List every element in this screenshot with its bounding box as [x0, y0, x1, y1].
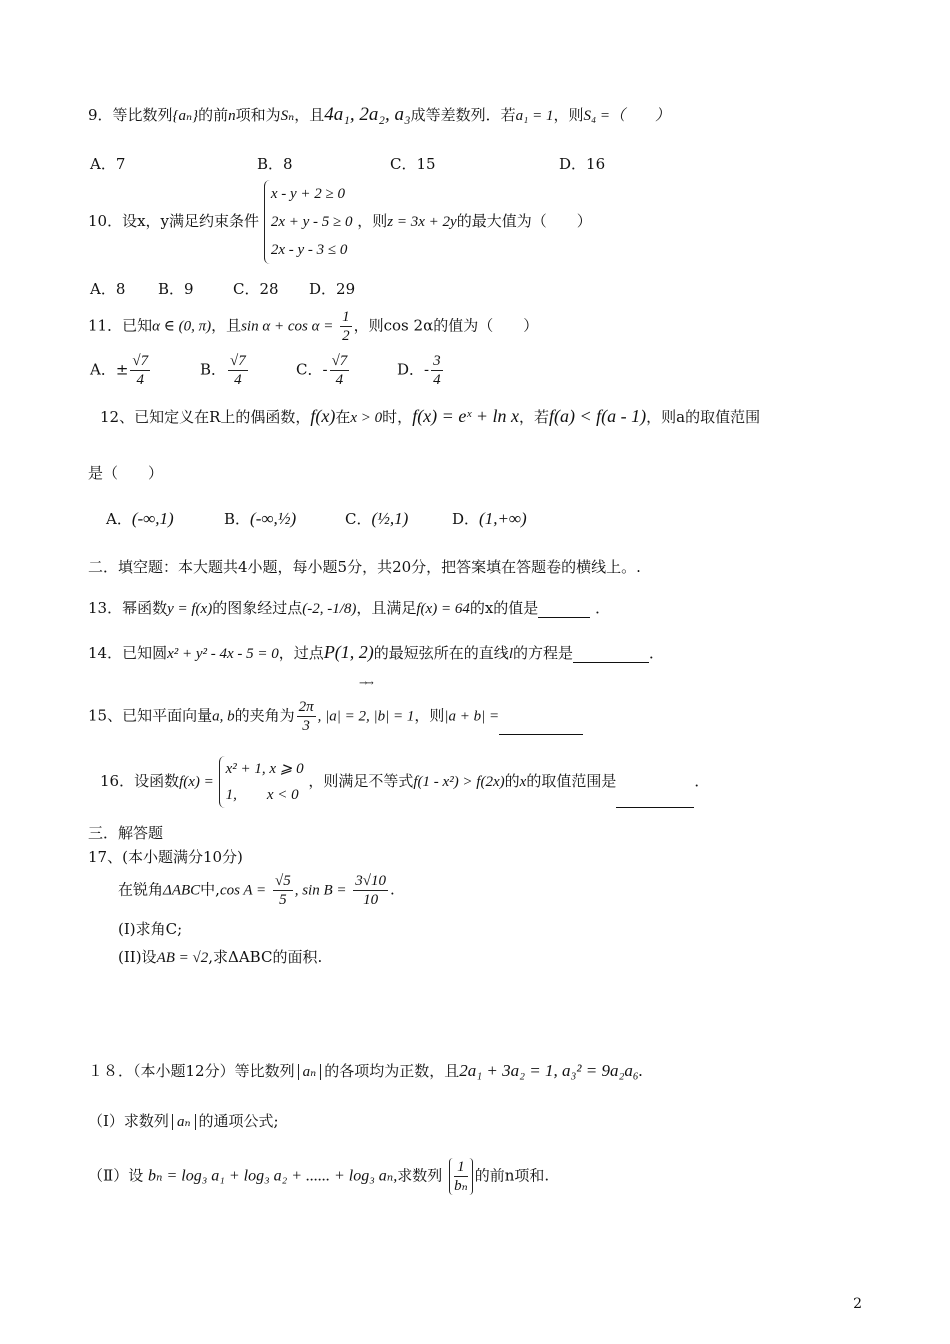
q10-option-d[interactable]: D．29: [309, 280, 356, 298]
q11-fraction-den: 2: [342, 328, 350, 344]
q11-option-a[interactable]: [90, 352, 152, 389]
q9-option-a[interactable]: A．7: [90, 155, 126, 173]
q17-part-2: [118, 946, 322, 967]
q14-text: 的方程是: [512, 644, 573, 662]
q16-fx: f(x) =: [179, 774, 214, 790]
q9-text: ，且: [294, 106, 325, 124]
q9-terms: 4a₁, 2a₂, a₃: [324, 104, 411, 125]
q13-answer-blank[interactable]: [538, 601, 590, 618]
q10-option-b[interactable]: B．9: [158, 280, 194, 298]
q12-option-b[interactable]: [224, 508, 296, 529]
q13-fn: y = f(x): [167, 601, 213, 617]
q15-cond: , |a| = 2, |b| = 1: [317, 708, 415, 725]
q12-line-2: 是（ ）: [88, 464, 164, 482]
q13-text: ，且满足: [356, 599, 417, 617]
q11-option-b[interactable]: [200, 352, 250, 389]
q17-text: 在锐角: [118, 880, 164, 899]
option-den: 4: [234, 372, 242, 388]
q18-text: 的前n项和.: [474, 1166, 550, 1185]
q18-text: 的通项公式;: [198, 1112, 279, 1130]
q12-def: f(x) = eˣ + ln x: [412, 406, 520, 426]
q15-angle-num: 2π: [298, 699, 314, 715]
q14-circle: x² + y² - 4x - 5 = 0: [167, 646, 279, 662]
q9-cond: a₁ = 1: [515, 108, 554, 124]
q15-ask: |a + b| =: [444, 708, 500, 725]
option-label: C．: [345, 510, 372, 528]
q18-text: （Ⅱ）设: [88, 1166, 144, 1185]
q14-text: ，过点: [278, 644, 324, 662]
section-solutions-heading: 三．解答题: [88, 824, 164, 842]
q14-text: 14．已知圆: [88, 644, 168, 662]
q17-sinB-num: 3√10: [355, 873, 387, 889]
q11-text: ，则cos 2α的值为（ ）: [353, 316, 539, 335]
option-den: 4: [136, 372, 145, 388]
q15-text: 15、已知平面向量: [88, 706, 213, 725]
q11-option-d[interactable]: [397, 352, 445, 389]
q18-text: 求数列: [397, 1166, 443, 1185]
q17-sinB: , sin B =: [294, 882, 347, 899]
q17-header: 17、(本小题满分10分): [88, 848, 243, 866]
q18-text: １８．（本小题12分）等比数列: [88, 1062, 295, 1080]
question-11: [88, 308, 538, 345]
page-number: 2: [853, 1296, 862, 1312]
q11-fraction-num: 1: [342, 309, 350, 325]
q12-cond: x > 0: [350, 410, 383, 426]
q13-text: 的x的值是: [469, 599, 539, 617]
q12-text: 12、已知定义在R上的偶函数，: [100, 408, 311, 426]
q14-answer-blank[interactable]: [573, 646, 649, 663]
q10-objective: z = 3x + 2y: [387, 214, 457, 230]
option-den: 4: [433, 372, 441, 388]
q9-option-d[interactable]: D．16: [559, 155, 606, 173]
q16-text: ，则满足不等式: [308, 772, 414, 790]
q17-cosA: cos A =: [219, 882, 267, 899]
q9-option-c[interactable]: C．15: [390, 155, 436, 173]
q17-sinB-den: 10: [363, 892, 379, 908]
q9-sn: Sₙ: [280, 108, 295, 124]
option-num: √7: [132, 353, 149, 369]
q11-eq: sin α + cos α =: [241, 318, 334, 335]
q18-text: （Ⅰ）求数列: [88, 1112, 169, 1130]
q16-ineq: f(1 - x²) > f(2x): [413, 774, 505, 790]
q18-reciprocal-num: 1: [454, 1158, 468, 1177]
q11-fraction: [340, 308, 352, 345]
q16-x: x: [519, 774, 527, 790]
question-10: [88, 180, 592, 264]
q12-option-c[interactable]: [345, 508, 408, 529]
option-label: A．: [90, 360, 116, 379]
q16-piecewise: [219, 756, 304, 808]
q9-n: n: [228, 108, 236, 124]
q18-seq: aₙ: [298, 1064, 322, 1080]
q12-text: 时，: [382, 408, 413, 426]
q9-text: 9．等比数列: [88, 106, 173, 124]
q15-text: 的夹角为: [234, 706, 295, 725]
q18-cond: 2a₁ + 3a₂ = 1, a₃² = 9a₂a₆.: [459, 1061, 644, 1080]
option-num: √7: [230, 353, 246, 369]
q10-text: ，则: [357, 212, 388, 230]
q10-option-c[interactable]: C．28: [233, 280, 279, 298]
q10-text: 10．设x，y满足约束条件: [88, 212, 260, 230]
option-label: A．: [106, 510, 132, 528]
q9-s4: S₄ =（ ）: [583, 108, 671, 124]
q17-text: ,求ΔABC的面积.: [208, 948, 323, 966]
q16-answer-blank[interactable]: [616, 791, 694, 808]
q18-reciprocal-den: bₙ: [454, 1178, 468, 1194]
option-label: C．: [296, 360, 323, 379]
q13-cond: f(x) = 64: [416, 601, 470, 617]
q9-text: ，则: [553, 106, 584, 124]
q15-vectors: a, b: [212, 708, 235, 725]
q12-ineq: f(a) < f(a - 1): [549, 406, 647, 426]
q9-seq: {aₙ}: [172, 108, 199, 124]
section-fill-in-heading: 二．填空题：本大题共4小题，每小题5分，共20分，把答案填在答题卷的横线上。.: [88, 558, 641, 576]
q15-answer-blank[interactable]: [499, 718, 583, 735]
question-16: [100, 756, 709, 808]
q11-cond: α ∈ (0, π): [152, 318, 212, 335]
q10-constraints: [264, 180, 353, 264]
q16-text: 的取值范围是: [526, 772, 617, 790]
option-value: (1,+∞): [479, 509, 527, 528]
q13-point: (-2, -1/8): [302, 601, 357, 617]
question-13: [88, 597, 610, 618]
q18-text: 的各项均为正数，且: [324, 1062, 460, 1080]
q18-seq: aₙ: [172, 1114, 196, 1130]
q17-cosA-den: 5: [279, 892, 287, 908]
q18-reciprocal: [449, 1158, 473, 1195]
q18-part-2: [88, 1158, 549, 1195]
q12-text: ，若: [519, 408, 550, 426]
option-label: D．: [397, 360, 425, 379]
option-label: B．: [200, 360, 227, 379]
question-12: [100, 406, 760, 427]
option-sign: -: [424, 360, 430, 379]
q14-text: ．: [649, 644, 665, 662]
q14-text: 的最短弦所在的直线: [373, 644, 509, 662]
option-sign: -: [322, 360, 328, 379]
q16-text: ．: [694, 772, 710, 790]
q18-header: [88, 1060, 643, 1081]
q16-case-2: 1, x < 0: [225, 787, 299, 803]
question-9: [88, 104, 670, 126]
q10-text: 的最大值为（ ）: [456, 212, 592, 230]
q17-ab: AB = √2: [156, 950, 209, 966]
q17-text: 中,: [200, 880, 220, 899]
option-sign: ±: [115, 360, 129, 379]
q10-constraint-1: x - y + 2 ≥ 0: [270, 186, 345, 202]
q17-part-1: (I)求角C;: [118, 920, 183, 938]
q17-text: (II)设: [118, 948, 157, 966]
option-value: (-∞,1): [131, 509, 174, 528]
q13-text: 13．幂函数: [88, 599, 168, 617]
q16-text: 16．设函数: [100, 772, 180, 790]
q17-text: .: [390, 880, 395, 899]
q18-part-1: [88, 1110, 279, 1131]
q15-angle-den: 3: [302, 718, 310, 734]
option-label: D．: [452, 510, 480, 528]
q11-text: 11．已知: [88, 316, 153, 335]
option-value: (½,1): [371, 509, 409, 528]
option-label: B．: [224, 510, 251, 528]
q15-vector-arrows: →→: [359, 678, 372, 689]
q9-option-b[interactable]: B．8: [257, 155, 293, 173]
q13-text: ．: [595, 599, 611, 617]
q17-triangle: ΔABC: [163, 882, 201, 899]
option-value: (-∞,½): [250, 509, 297, 528]
q17-cosA-num: √5: [274, 873, 291, 889]
q16-case-1: x² + 1, x ⩾ 0: [225, 761, 304, 777]
q9-text: 成等差数列．若: [410, 106, 516, 124]
q12-option-a[interactable]: [106, 508, 174, 529]
q14-point: P(1, 2): [323, 642, 374, 662]
q13-text: 的图象经过点: [212, 599, 303, 617]
q11-option-c[interactable]: [296, 352, 351, 389]
option-num: 3: [433, 353, 441, 369]
option-num: √7: [331, 353, 348, 369]
q9-text: 的前: [198, 106, 229, 124]
q10-option-a[interactable]: A．8: [90, 280, 126, 298]
q10-constraint-2: 2x + y - 5 ≥ 0: [270, 214, 353, 230]
q9-text: 项和为: [235, 106, 281, 124]
question-15: [88, 698, 583, 735]
q14-line-l: l: [508, 646, 513, 662]
q11-text: ，且: [211, 316, 242, 335]
q16-text: 的: [504, 772, 520, 790]
question-14: [88, 642, 664, 663]
q15-text: ，则: [414, 706, 445, 725]
q10-constraint-3: 2x - y - 3 ≤ 0: [270, 242, 348, 258]
q12-text: 在: [335, 408, 351, 426]
q18-bn-def: bₙ = log₃ a₁ + log₃ a₂ + ...... + log₃ aₙ,: [147, 1167, 398, 1185]
option-den: 4: [335, 372, 344, 388]
q12-option-d[interactable]: [452, 508, 527, 529]
q17-body: [118, 872, 395, 909]
q12-fx: f(x): [310, 406, 336, 426]
q12-text: ，则a的取值范围: [646, 408, 761, 426]
